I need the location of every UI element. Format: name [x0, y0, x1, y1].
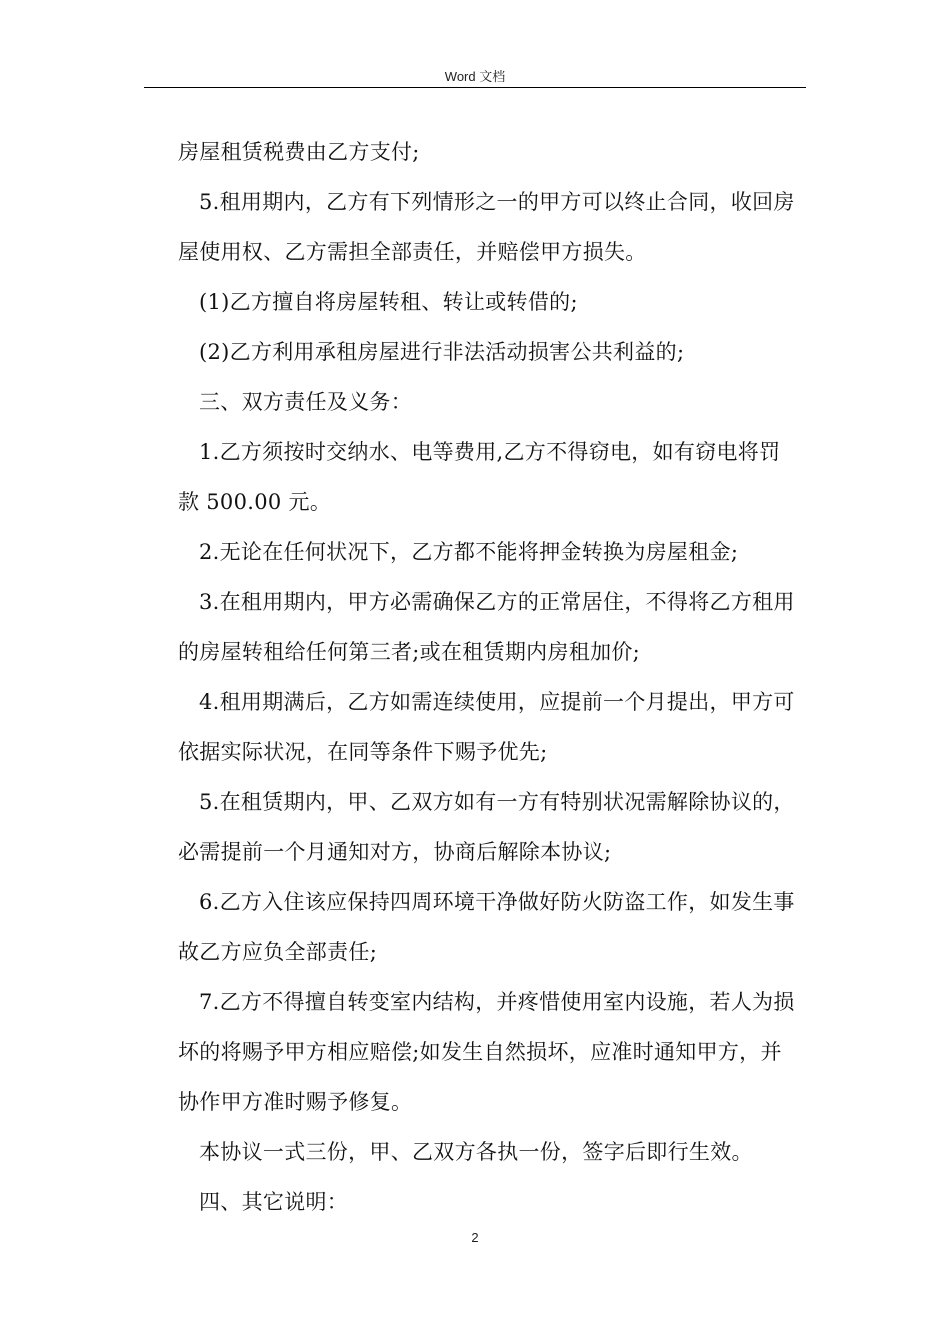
header-divider	[144, 87, 806, 88]
paragraph: 6.乙方入住该应保持四周环境干净做好防火防盗工作，如发生事故乙方应负全部责任;	[178, 890, 795, 964]
document-body	[178, 127, 798, 1227]
paragraph: 5.在租赁期内，甲、乙双方如有一方有特别状况需解除协议的，必需提前一个月通知对方，协商后解除本协议;	[178, 790, 795, 864]
paragraph: (2)乙方利用承租房屋进行非法活动损害公共利益的;	[199, 340, 685, 364]
paragraph: (1)乙方擅自将房屋转租、转让或转借的;	[199, 290, 578, 314]
paragraph: 3.在租用期内，甲方必需确保乙方的正常居住，不得将乙方租用的房屋转租给任何第三者;或在租赁期内房租加价;	[178, 590, 795, 664]
paragraph: 本协议一式三份，甲、乙双方各执一份，签字后即行生效。	[199, 1140, 753, 1164]
section-heading: 四、其它说明：	[199, 1190, 349, 1214]
paragraph: 4.租用期满后，乙方如需连续使用，应提前一个月提出，甲方可依据实际状况，在同等条件下赐予优先;	[178, 690, 795, 764]
page-number: 2	[471, 1230, 479, 1245]
paragraph: 房屋租赁税费由乙方支付;	[178, 140, 420, 164]
page-header-title: Word 文档	[444, 69, 506, 84]
paragraph: 1.乙方须按时交纳水、电等费用,乙方不得窃电，如有窃电将罚款 500.00 元。	[178, 440, 781, 514]
paragraph: 2.无论在任何状况下，乙方都不能将押金转换为房屋租金;	[199, 540, 739, 564]
section-heading: 三、双方责任及义务：	[199, 390, 412, 414]
paragraph: 5.租用期内，乙方有下列情形之一的甲方可以终止合同，收回房屋使用权、乙方需担全部责任，并赔偿甲方损失。	[178, 190, 795, 264]
paragraph: 7.乙方不得擅自转变室内结构，并疼惜使用室内设施，若人为损坏的将赐予甲方相应赔偿;如发生自然损坏，应准时通知甲方，并协作甲方准时赐予修复。	[178, 990, 795, 1114]
